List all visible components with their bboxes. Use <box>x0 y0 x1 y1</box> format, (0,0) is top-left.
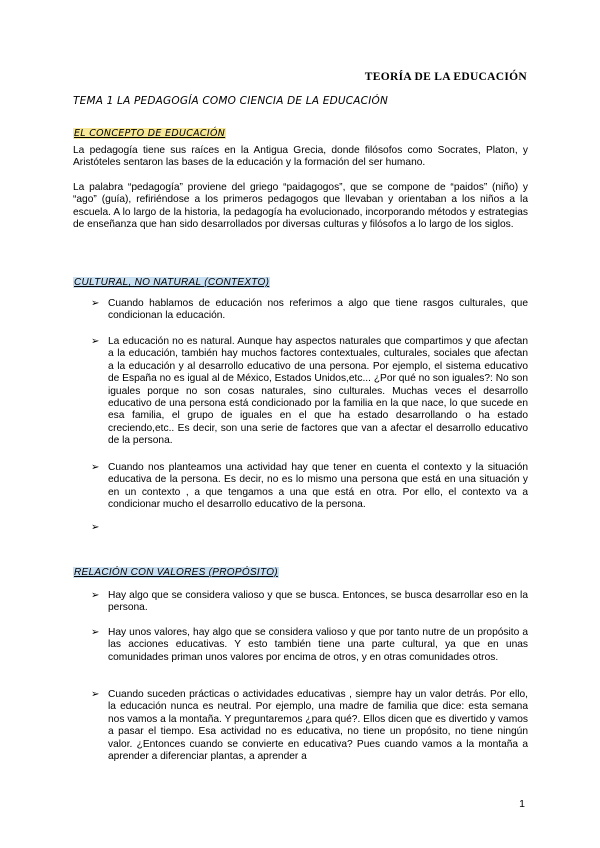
bullet-text: Hay algo que se considera valioso y que se busca. Entonces, se busca desarrollar eso en la persona. <box>108 590 528 614</box>
page-number: 1 <box>519 798 525 810</box>
topic-title: TEMA 1 LA PEDAGOGÍA COMO CIENCIA DE LA EDUCACIÓN <box>73 95 389 107</box>
bullet-item <box>91 336 528 448</box>
arrow-bullet-icon: ➢ <box>91 522 100 533</box>
bullet-item <box>91 298 528 323</box>
section-heading-cultural: CULTURAL, NO NATURAL (CONTEXTO) <box>74 277 270 288</box>
bullet-text: Cuando nos planteamos una actividad hay que tener en cuenta el contexto y la situación educativa de la persona. Es decir, no es lo mismo una persona que está en una situación y en un contexto , a que tengamos a una que está en otra. Por ello, el contexto va a condicionar mucho el desarrollo educativo de la persona. <box>108 462 528 511</box>
arrow-bullet-icon: ➢ <box>91 627 100 638</box>
section-heading-concepto: EL CONCEPTO DE EDUCACIÓN <box>74 128 226 139</box>
bullet-text: Cuando suceden prácticas o actividades educativas , siempre hay un valor detrás. Por ello, la educación nunca es neutral. Por ejemplo, una madre de familia que dice: esta semana nos vamos a la montaña. Y preguntaremos ¿para qué?. Ellos dicen que es divertido y vamos a pasar el tiempo. Esa actividad no es educativa, no tiene un propósito, no tiene ningún valor. ¿Entonces cuando se convierte en educativa? Pues cuando vamos a la montaña a aprender a diferenciar plantas, a aprender a <box>108 689 528 763</box>
paragraph: La pedagogía tiene sus raíces en la Antigua Grecia, donde filósofos como Socrates, Platon, y Aristóteles sentaron las bases de la educación y la formación del ser humano. <box>73 145 528 169</box>
document-header-title: TEORÍA DE LA EDUCACIÓN <box>364 71 527 83</box>
bullet-item <box>91 627 528 664</box>
bullet-text: Cuando hablamos de educación nos referimos a algo que tiene rasgos culturales, que condicionan la educación. <box>108 298 528 322</box>
bullet-text: Hay unos valores, hay algo que se considera valioso y que por tanto nutre de un propósito a las acciones educativas. Y esto también tiene una parte cultural, ya que en unas comunidades priman unos valores por encima de otros, y en otras comunidades otros. <box>108 627 528 663</box>
bullet-item <box>91 689 528 763</box>
bullet-text: La educación no es natural. Aunque hay aspectos naturales que compartimos y que afectan a la educación, también hay muchos factores contextuales, culturales, sociales que afectan a la educación y al desarrollo educativo de una persona. Por ejemplo, el sistema educativo de España no es igual al de México, Estados Unidos,etc... ¿Por qué no son iguales?: No son iguales porque no son cosas naturales, sino culturales. Muchas veces el desarrollo educativo de una persona está condicionado por la familia en la que nace, lo que sucede en esa familia, el grupo de iguales en el que ha estado desarrollando o ha estado creciendo,etc.. Es decir, son una serie de factores que van a afectar el desarrollo educativo de la persona. <box>108 336 528 447</box>
bullet-item <box>91 462 528 512</box>
arrow-bullet-icon: ➢ <box>91 298 100 309</box>
arrow-bullet-icon: ➢ <box>91 462 100 473</box>
paragraph: La palabra “pedagogía” proviene del griego “paidagogos”, que se compone de “paidos” (niño) y “ago” (guía), refiriéndose a los primeros pedagogos que llevaban y orientaban a los niños a la escuela. A lo largo de la historia, la pedagogía ha evolucionado, incorporando métodos y estrategias de enseñanza que han sido desarrollados por diversas culturas y filósofos a lo largo de los siglos. <box>73 182 528 231</box>
section-heading-valores: RELACIÓN CON VALORES (PROPÓSITO) <box>74 567 278 578</box>
arrow-bullet-icon: ➢ <box>91 336 100 347</box>
arrow-bullet-icon: ➢ <box>91 689 100 700</box>
arrow-bullet-icon: ➢ <box>91 590 100 601</box>
bullet-item <box>91 590 528 615</box>
